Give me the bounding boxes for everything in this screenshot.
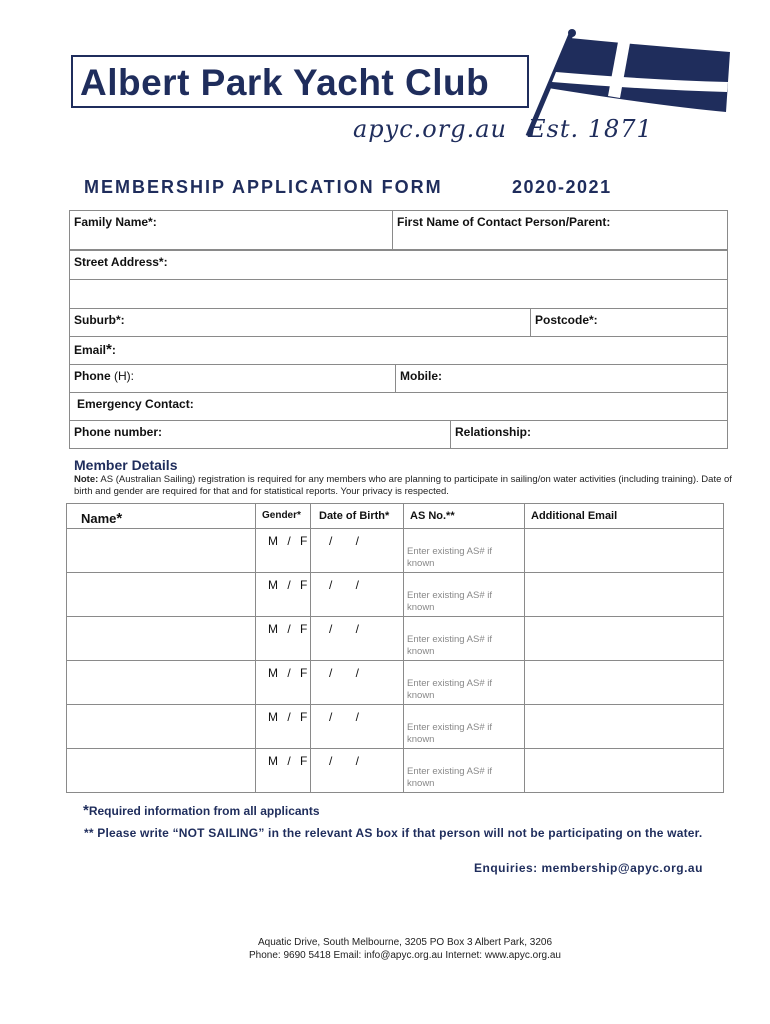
gender-options: M / F: [268, 710, 311, 724]
postcode-field[interactable]: [530, 308, 728, 337]
member-dob-cell[interactable]: [310, 528, 404, 573]
member-name-cell[interactable]: [66, 660, 256, 705]
member-dob-cell[interactable]: [310, 704, 404, 749]
dob-slashes: / /: [329, 754, 360, 768]
member-dob-cell[interactable]: [310, 616, 404, 661]
dob-slashes: / /: [329, 622, 360, 636]
as-number-placeholder: Enter existing AS# if known: [407, 634, 493, 657]
dob-slashes: / /: [329, 534, 360, 548]
member-as-number-cell[interactable]: [403, 528, 525, 573]
required-note: *Required information from all applicants: [83, 802, 320, 819]
gender-options: M / F: [268, 666, 311, 680]
member-as-number-cell[interactable]: [403, 748, 525, 793]
phone-home-label: Phone (H):: [74, 369, 134, 383]
member-dob-cell[interactable]: [310, 748, 404, 793]
as-number-placeholder: Enter existing AS# if known: [407, 546, 493, 569]
member-gender-cell[interactable]: [255, 748, 311, 793]
member-gender-cell[interactable]: [255, 616, 311, 661]
as-number-placeholder: Enter existing AS# if known: [407, 722, 493, 745]
member-name-cell[interactable]: [66, 572, 256, 617]
phone-number-label: Phone number:: [74, 425, 163, 439]
emergency-contact-field[interactable]: [69, 392, 728, 421]
member-name-cell[interactable]: [66, 748, 256, 793]
member-additional-email-cell[interactable]: [524, 572, 724, 617]
member-additional-email-cell[interactable]: [524, 528, 724, 573]
phone-home-field[interactable]: [69, 364, 396, 393]
email-label: Email*:: [74, 341, 116, 358]
column-as-number-header: AS No.**: [403, 503, 525, 529]
club-established: Est. 1871: [528, 115, 653, 143]
member-name-cell[interactable]: [66, 528, 256, 573]
enquiries-email[interactable]: Enquiries: membership@apyc.org.au: [474, 861, 703, 875]
column-gender-header: Gender*: [255, 503, 311, 529]
as-number-placeholder: Enter existing AS# if known: [407, 678, 493, 701]
column-dob-header: Date of Birth*: [310, 503, 404, 529]
as-number-placeholder: Enter existing AS# if known: [407, 766, 493, 789]
member-gender-cell[interactable]: [255, 704, 311, 749]
postcode-label: Postcode*:: [535, 313, 598, 327]
emergency-contact-label: Emergency Contact:: [77, 397, 194, 411]
member-name-cell[interactable]: [66, 704, 256, 749]
street-address-label: Street Address*:: [74, 255, 168, 269]
member-gender-cell[interactable]: [255, 528, 311, 573]
column-name-header: Name*: [66, 503, 256, 529]
suburb-field[interactable]: [69, 308, 531, 337]
member-dob-cell[interactable]: [310, 660, 404, 705]
member-dob-cell[interactable]: [310, 572, 404, 617]
gender-options: M / F: [268, 754, 311, 768]
relationship-field[interactable]: [450, 420, 728, 449]
mobile-field[interactable]: [395, 364, 728, 393]
member-as-number-cell[interactable]: [403, 572, 525, 617]
mobile-label: Mobile:: [400, 369, 442, 383]
as-number-placeholder: Enter existing AS# if known: [407, 590, 493, 613]
suburb-label: Suburb*:: [74, 313, 125, 327]
dob-slashes: / /: [329, 578, 360, 592]
member-as-number-cell[interactable]: [403, 616, 525, 661]
member-additional-email-cell[interactable]: [524, 704, 724, 749]
member-gender-cell[interactable]: [255, 572, 311, 617]
member-additional-email-cell[interactable]: [524, 748, 724, 793]
footer-address: Aquatic Drive, South Melbourne, 3205 PO Box 3 Albert Park, 3206: [257, 937, 553, 948]
member-name-cell[interactable]: [66, 616, 256, 661]
member-additional-email-cell[interactable]: [524, 660, 724, 705]
relationship-label: Relationship:: [455, 425, 532, 439]
footer-contact: Phone: 9690 5418 Email: info@apyc.org.au Internet: www.apyc.org.au: [248, 950, 561, 961]
phone-number-field[interactable]: [69, 420, 451, 449]
member-additional-email-cell[interactable]: [524, 616, 724, 661]
first-name-contact-label: First Name of Contact Person/Parent:: [397, 215, 611, 229]
family-name-field[interactable]: [69, 210, 393, 250]
family-name-label: Family Name*:: [74, 215, 157, 229]
member-gender-cell[interactable]: [255, 660, 311, 705]
column-additional-email-header: Additional Email: [524, 503, 724, 529]
gender-options: M / F: [268, 534, 311, 548]
member-details-heading: Member Details: [74, 457, 178, 473]
member-details-note: Note: AS (Australian Sailing) registration is required for any members who are planning to participate in sailing/on water activities (including training). Date of birth and gender are required for that and for statistical reports. Your privacy is respected.: [74, 474, 732, 497]
member-as-number-cell[interactable]: [403, 660, 525, 705]
street-address-line2-field[interactable]: [69, 279, 728, 309]
gender-options: M / F: [268, 578, 311, 592]
club-url: apyc.org.au: [353, 115, 507, 143]
club-name: Albert Park Yacht Club: [80, 62, 490, 103]
email-field[interactable]: [69, 336, 728, 365]
gender-options: M / F: [268, 622, 311, 636]
first-name-contact-field[interactable]: [392, 210, 728, 250]
member-as-number-cell[interactable]: [403, 704, 525, 749]
dob-slashes: / /: [329, 666, 360, 680]
form-year: 2020-2021: [512, 177, 612, 197]
not-sailing-note: ** Please write “NOT SAILING” in the relevant AS box if that person will not be participating on the water.: [84, 826, 703, 840]
dob-slashes: / /: [329, 710, 360, 724]
form-title: MEMBERSHIP APPLICATION FORM: [84, 177, 443, 197]
street-address-field[interactable]: [69, 250, 728, 280]
